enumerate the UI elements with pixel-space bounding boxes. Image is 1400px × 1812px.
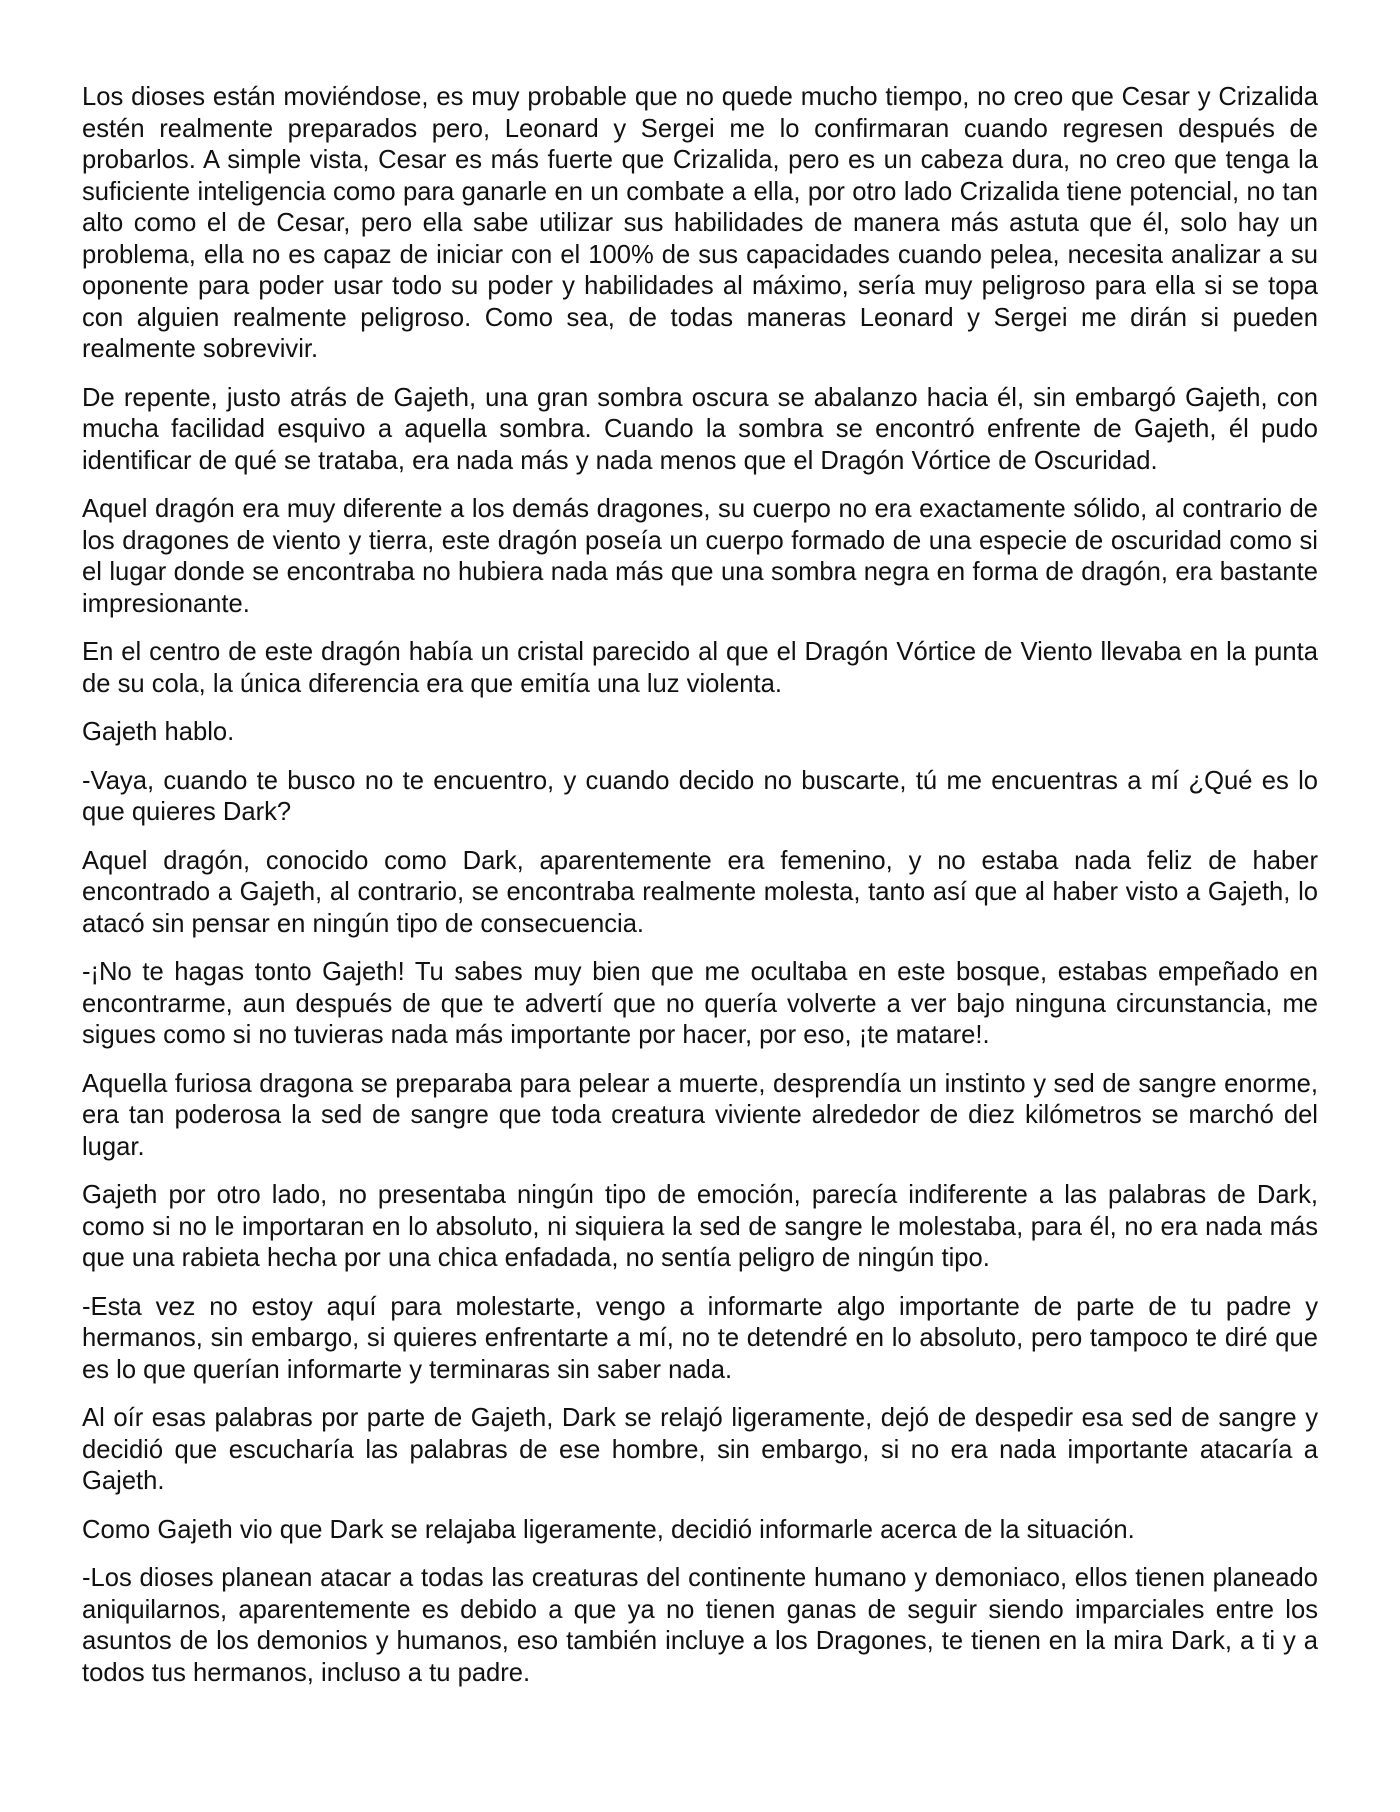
paragraph: Gajeth hablo. [82, 718, 235, 746]
paragraph: Aquel dragón era muy diferente a los demás dragones, su cuerpo no era exactamente sólido, al contrario de los dragones de viento y tierra, este dragón poseía un cuerpo formado de una especie de oscuridad como si el lugar donde se encontraba no hubiera nada más que una sombra negra en forma de dragón, era bastante impresionante. [82, 495, 1318, 618]
paragraph: Los dioses están moviéndose, es muy probable que no quede mucho tiempo, no creo que Cesar y Crizalida estén realmente preparados pero, Leonard y Sergei me lo confirmaran cuando regresen después de probarlos. A simple vista, Cesar es más fuerte que Crizalida, pero es un cabeza dura, no creo que tenga la suficiente inteligencia como para ganarle en un combate a ella, por otro lado Crizalida tiene potencial, no tan alto como el de Cesar, pero ella sabe utilizar sus habilidades de manera más astuta que él, solo hay un problema, ella no es capaz de iniciar con el 100% de sus capacidades cuando pelea, necesita analizar a su oponente para poder usar todo su poder y habilidades al máximo, sería muy peligroso para ella si se topa con alguien realmente peligroso. Como sea, de todas maneras Leonard y Sergei me dirán si pueden realmente sobrevivir. [82, 83, 1318, 363]
document-page [82, 82, 1318, 1706]
paragraph: Aquel dragón, conocido como Dark, aparentemente era femenino, y no estaba nada feliz de haber encontrado a Gajeth, al contrario, se encontraba realmente molesta, tanto así que al haber visto a Gajeth, lo atacó sin pensar en ningún tipo de consecuencia. [82, 846, 1318, 938]
paragraph: -Los dioses planean atacar a todas las creaturas del continente humano y demoniaco, ellos tienen planeado aniquilarnos, aparentemente es debido a que ya no tienen ganas de seguir siendo imparciales entre los asuntos de los demonios y humanos, eso también incluye a los Dragones, te tienen en la mira Dark, a ti y a todos tus hermanos, incluso a tu padre. [82, 1564, 1318, 1687]
paragraph: -Vaya, cuando te busco no te encuentro, y cuando decido no buscarte, tú me encuentras a mí ¿Qué es lo que quieres Dark? [82, 766, 1318, 826]
paragraph: De repente, justo atrás de Gajeth, una gran sombra oscura se abalanzo hacia él, sin embargó Gajeth, con mucha facilidad esquivo a aquella sombra. Cuando la sombra se encontró enfrente de Gajeth, él pudo identificar de qué se trataba, era nada más y nada menos que el Dragón Vórtice de Oscuridad. [82, 383, 1318, 475]
paragraph: -Esta vez no estoy aquí para molestarte, vengo a informarte algo importante de parte de tu padre y hermanos, sin embargo, si quieres enfrentarte a mí, no te detendré en lo absoluto, pero tampoco te diré que es lo que querían informarte y terminaras sin saber nada. [82, 1292, 1318, 1384]
paragraph: Como Gajeth vio que Dark se relajaba ligeramente, decidió informarle acerca de la situación. [82, 1515, 1135, 1544]
paragraph: Al oír esas palabras por parte de Gajeth, Dark se relajó ligeramente, dejó de despedir esa sed de sangre y decidió que escucharía las palabras de ese hombre, sin embargo, si no era nada importante atacaría a Gajeth. [82, 1404, 1318, 1495]
paragraph: En el centro de este dragón había un cristal parecido al que el Dragón Vórtice de Viento llevaba en la punta de su cola, la única diferencia era que emitía una luz violenta. [82, 638, 1318, 698]
paragraph: -¡No te hagas tonto Gajeth! Tu sabes muy bien que me ocultaba en este bosque, estabas empeñado en encontrarme, aun después de que te advertí que no quería volverte a ver bajo ninguna circunstancia, me sigues como si no tuvieras nada más importante por hacer, por eso, ¡te matare!. [82, 958, 1318, 1049]
paragraph: Gajeth por otro lado, no presentaba ningún tipo de emoción, parecía indiferente a las palabras de Dark, como si no le importaran en lo absoluto, ni siquiera la sed de sangre le molestaba, para él, no era nada más que una rabieta hecha por una chica enfadada, no sentía peligro de ningún tipo. [82, 1181, 1318, 1272]
paragraph: Aquella furiosa dragona se preparaba para pelear a muerte, desprendía un instinto y sed de sangre enorme, era tan poderosa la sed de sangre que toda creatura viviente alrededor de diez kilómetros se marchó del lugar. [82, 1069, 1318, 1161]
